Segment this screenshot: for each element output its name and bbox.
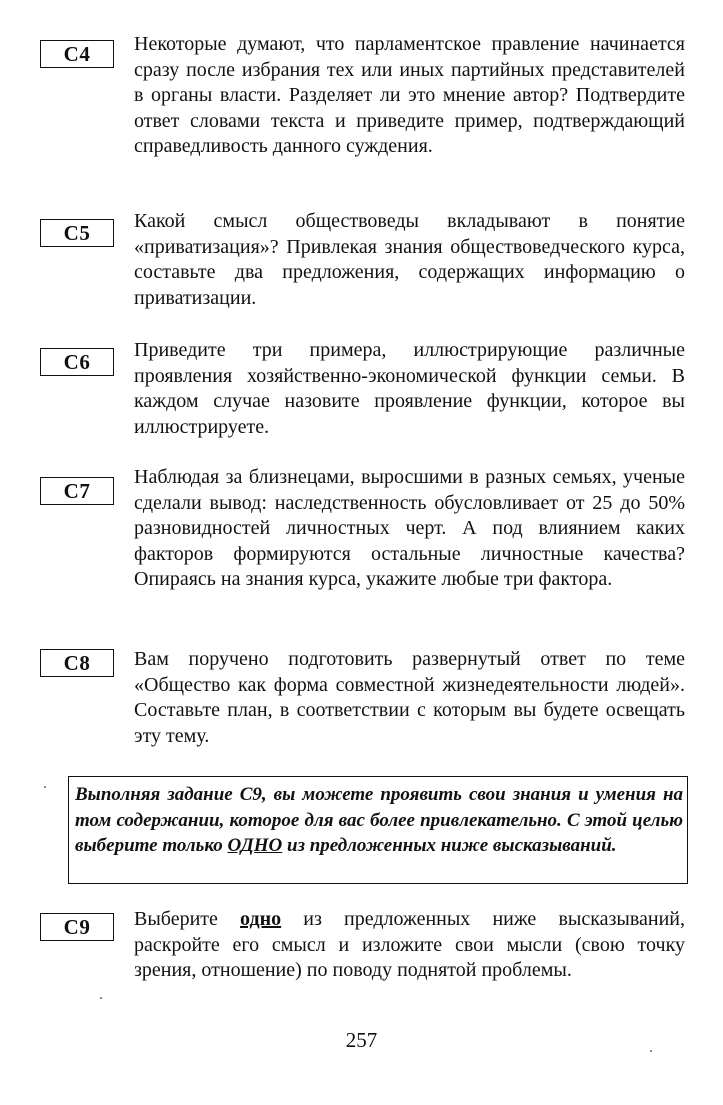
task-label-c9: С9 <box>40 913 114 941</box>
task-text-c7: Наблюдая за близнецами, выросшими в разных семьях, ученые сделали вывод: наследственность обусловливает от 25 до 50% разновидностей личностных черт. А под влиянием каких факторов формируются остальные личностные качества? Опираясь на знания курса, укажите любые три фактора. <box>134 466 685 591</box>
task-text-c6: Приведите три примера, иллюстрирующие различные проявления хозяйственно-экономической функции семьи. В каждом случае назовите проявление функции, которое вы иллюстрируете. <box>134 339 685 438</box>
task-label-c7: С7 <box>40 477 114 505</box>
task-c9-text-after: из предложенных ниже высказываний, раскройте его смысл и изложите свои мысли (свою точку зрения, отношение) по поводу поднятой проблемы. <box>134 908 685 982</box>
task-label-c5: С5 <box>40 219 114 247</box>
task-text-c9 <box>134 907 685 984</box>
task-label-c4: С4 <box>40 40 114 68</box>
task-text-c8: Вам поручено подготовить развернутый ответ по теме «Общество как форма совместной жизнедеятельности людей». Составьте план, в соответствии с которым вы будете освещать эту тему. <box>134 648 685 747</box>
task-c9-text-before: Выберите <box>134 908 241 930</box>
notice-text-before: Выполняя задание С9, вы можете проявить свои знания и умения на том содержании, которое для вас более привлекательно. С этой целью выберите только <box>75 784 683 856</box>
task-label-c6: С6 <box>40 348 114 376</box>
notice-emphasis: ОДНО <box>227 835 283 856</box>
task-c9-emphasis: одно <box>240 908 282 930</box>
task-label-c8: С8 <box>40 649 114 677</box>
notice-text-after: из предложенных ниже высказываний. <box>282 835 617 856</box>
scan-speck <box>44 786 46 788</box>
page-number: 257 <box>345 1028 378 1052</box>
scan-speck <box>650 1050 652 1052</box>
scan-speck <box>100 997 102 999</box>
c9-instruction-box <box>68 776 688 884</box>
task-text-c4: Некоторые думают, что парламентское правление начинается сразу после избрания тех или иных партийных представителей в органы власти. Разделяет ли это мнение автор? Подтвердите ответ словами текста и приведите пример, подтверждающий справедливость данного суждения. <box>134 33 685 158</box>
task-text-c5: Какой смысл обществоведы вкладывают в понятие «приватизация»? Привлекая знания обществоведческого курса, составьте два предложения, содержащих информацию о приватизации. <box>134 210 685 309</box>
